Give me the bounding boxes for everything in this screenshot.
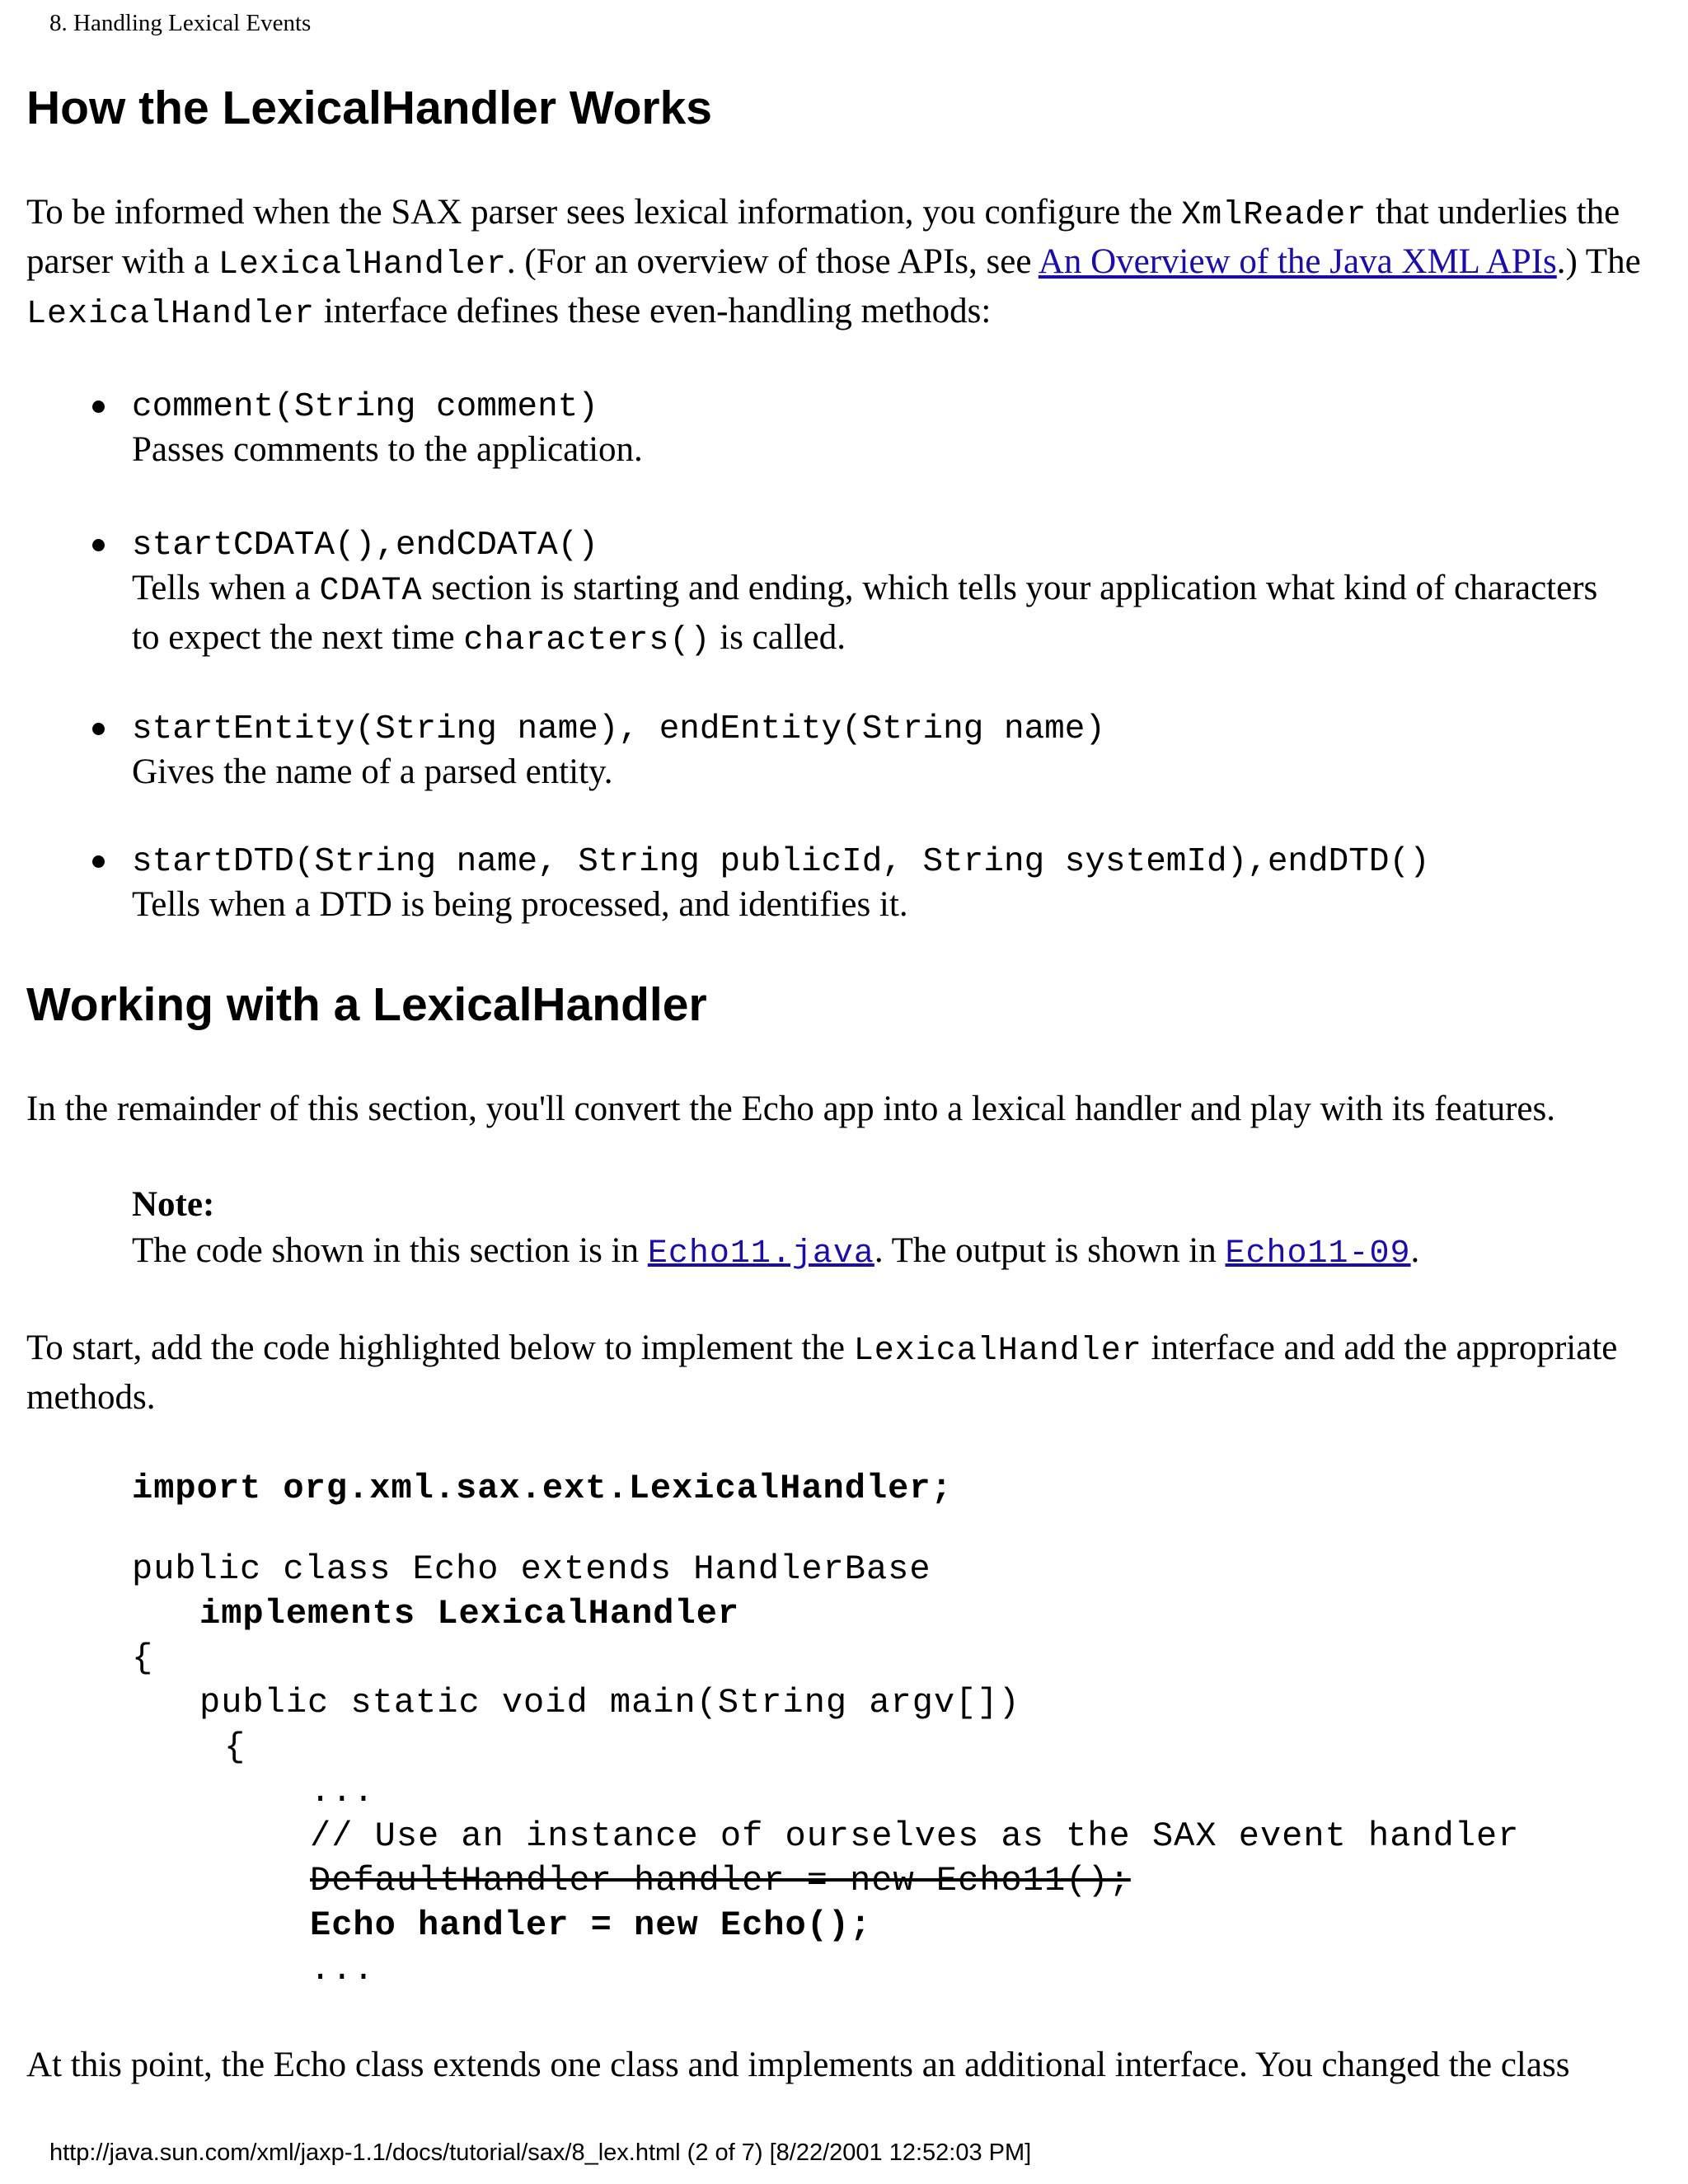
- code-xmlreader: XmlReader: [1181, 197, 1367, 234]
- code-line-added: Echo handler = new Echo();: [310, 1905, 872, 1945]
- method-description: Tells when a DTD is being processed, and identifies it.: [132, 885, 908, 924]
- bullet-icon: [92, 855, 105, 868]
- code-cdata: CDATA: [319, 573, 423, 610]
- section2-intro: In the remainder of this section, you'll convert the Echo app into a lexical handler and play with its features.: [26, 1090, 1555, 1128]
- method-signature: startCDATA(),endCDATA(): [132, 527, 598, 565]
- method-signature: startEntity(String name), endEntity(String name): [132, 710, 1105, 748]
- closing-paragraph: At this point, the Echo class extends one class and implements an additional interface. You changed the class: [26, 2046, 1570, 2084]
- note-text: The code shown in this section is in Echo11.java. The output is shown in Echo11-09.: [132, 1231, 1420, 1272]
- link-echo11-java[interactable]: Echo11.java: [647, 1235, 874, 1272]
- page-footer-url: http://java.sun.com/xml/jaxp-1.1/docs/tutorial/sax/8_lex.html (2 of 7) [8/22/2001 12:52:03 PM]: [49, 2139, 1032, 2166]
- code-line-removed: DefaultHandler handler = new Echo11();: [310, 1861, 1131, 1900]
- code-line: implements LexicalHandler: [199, 1594, 740, 1633]
- bullet-icon: [92, 723, 105, 735]
- code-lexicalhandler-3: LexicalHandler: [853, 1333, 1142, 1370]
- code-line: // Use an instance of ourselves as the SAX event handler: [310, 1816, 1520, 1856]
- method-signature: comment(String comment): [132, 388, 598, 426]
- code-line: public static void main(String argv[]): [199, 1683, 1020, 1722]
- code-characters: characters(): [463, 622, 711, 659]
- code-line: public class Echo extends HandlerBase: [132, 1549, 931, 1589]
- start-paragraph: To start, add the code highlighted below to implement the LexicalHandler interface and add the appropriate methods.: [26, 1329, 1618, 1417]
- note-title: Note:: [132, 1185, 215, 1224]
- code-line: {: [224, 1727, 246, 1767]
- note-block: [132, 1182, 1657, 1277]
- code-line: ...: [310, 1772, 375, 1811]
- method-description: Gives the name of a parsed entity.: [132, 752, 613, 791]
- method-description: Tells when a CDATA section is starting and ending, which tells your application what kind of characters to expect the next time characters() is called.: [132, 569, 1598, 659]
- method-description: Passes comments to the application.: [132, 430, 643, 469]
- code-lexicalhandler-2: LexicalHandler: [26, 296, 316, 333]
- code-line: import org.xml.sax.ext.LexicalHandler;: [132, 1469, 953, 1508]
- code-lexicalhandler: LexicalHandler: [218, 246, 507, 284]
- heading-how-lexicalhandler-works: How the LexicalHandler Works: [26, 82, 713, 134]
- page-header: 8. Handling Lexical Events: [49, 10, 312, 36]
- link-java-xml-apis-overview[interactable]: An Overview of the Java XML APIs: [1038, 242, 1557, 281]
- bullet-icon: [92, 539, 105, 551]
- link-echo11-09[interactable]: Echo11-09: [1225, 1235, 1411, 1272]
- bullet-icon: [92, 401, 105, 413]
- method-signature: startDTD(String name, String publicId, String systemId),endDTD(): [132, 843, 1430, 881]
- heading-working-with-lexicalhandler: Working with a LexicalHandler: [26, 978, 707, 1031]
- intro-paragraph: To be informed when the SAX parser sees lexical information, you configure the XmlReader that underlies the parser with a LexicalHandler. (For an overview of those APIs, see An Overview of the Java XML APIs.) The LexicalHandler interface defines these even-handling methods:: [26, 193, 1641, 333]
- code-line: ...: [310, 1950, 375, 1990]
- code-line: {: [132, 1638, 154, 1678]
